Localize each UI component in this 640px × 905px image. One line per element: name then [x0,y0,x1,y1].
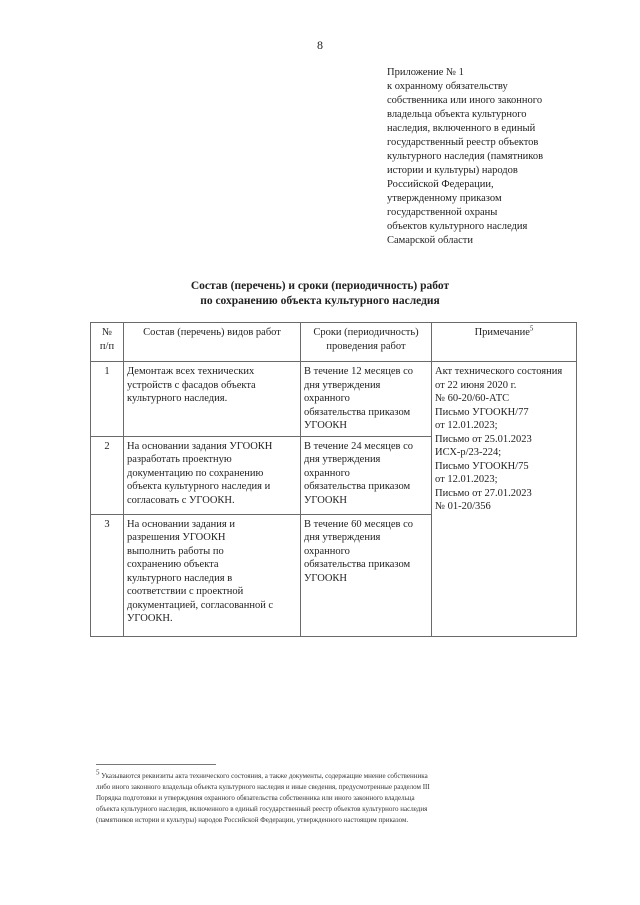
appendix-line: Самарской области [387,235,473,246]
header-note [432,323,577,362]
work-line: соответствии с проектной [127,586,244,597]
header-note-label: Примечание [474,327,530,338]
term-line: В течение 24 месяцев со [304,440,414,452]
footnote-mark: 5 [529,324,534,333]
term-line: охранного [304,467,350,479]
row-work [124,436,301,514]
footnote-line [96,768,576,782]
footnote-divider [96,764,216,765]
term-line: дня утверждения [304,532,381,543]
table-row [91,362,577,437]
work-line: Демонтаж всех технических [127,366,255,377]
work-line: разработать проектную [127,454,232,465]
footnote-text: Указываются реквизиты акта технического состояния, а также документы, содержащие мнение собственника [101,772,428,780]
work-line: культурного наследия в [127,572,233,584]
row-work [124,514,301,636]
appendix-line: утвержденному приказом [387,193,502,204]
row-term [301,514,432,636]
row-number: 2 [91,436,124,514]
appendix-line: наследия, включенного в единый [387,123,536,134]
appendix-header [387,66,607,248]
header-term-line: проведения работ [326,340,406,352]
work-line: сохранению объекта [127,559,219,570]
works-table [90,322,577,637]
appendix-line: истории и культуры) народов [387,165,518,176]
appendix-line: государственной охраны [387,207,498,218]
work-line: На основании задания УГООКН [127,440,273,452]
note-line: от 12.01.2023; [435,420,498,431]
header-number-line: п/п [99,340,115,352]
appendix-line: государственный реестр объектов [387,137,539,148]
note-line: Акт технического состояния [435,366,563,377]
appendix-line: объектов культурного наследия [387,221,528,232]
row-number: 1 [91,362,124,437]
term-line: обязательства приказом [304,406,411,418]
work-line: На основании задания и [127,518,235,530]
term-line: обязательства приказом [304,481,411,492]
note-line: Письмо УГООКН/75 [435,460,529,472]
note-line: № 60-20/60-АТС [435,393,510,404]
note-line: ИСХ-р/23-224; [435,447,502,458]
footnote-number: 5 [96,768,100,777]
header-term [301,323,432,362]
appendix-line: собственника или иного законного [387,95,543,106]
table-header-row [91,323,577,362]
term-line: В течение 12 месяцев со [304,366,414,377]
note-line: Письмо от 25.01.2023 [435,433,532,445]
appendix-line: Приложение № 1 [387,67,464,78]
work-line: документацией, согласованной с [127,599,274,611]
work-line: объекта культурного наследия и [127,481,271,492]
work-line: разрешения УГООКН [127,532,226,543]
term-line: УГООКН [304,494,347,506]
term-line: дня утверждения [304,379,381,391]
header-term-line: Сроки (периодичность) [313,327,419,338]
work-line: устройств с фасадов объекта [127,379,256,391]
footnote-line: Порядка подготовки и утверждения охранного обязательства собственника или иного законного владельца [96,794,415,802]
header-work [124,323,301,362]
row-term [301,362,432,437]
term-line: охранного [304,393,350,404]
document-title [0,279,640,309]
note-line: от 22 июня 2020 г. [435,379,517,391]
term-line: В течение 60 месяцев со [304,518,414,530]
footnote-line: объекта культурного наследия, включенного в единый государственный реестр объектов культурного наследия [96,805,428,813]
note-line: от 12.01.2023; [435,474,498,485]
title-line: по сохранению объекта культурного наследия [200,295,440,307]
work-line: выполнить работы по [127,545,224,557]
row-term [301,436,432,514]
work-line: УГООКН. [127,613,173,624]
row-number: 3 [91,514,124,636]
term-line: УГООКН [304,572,347,584]
header-number [91,323,124,362]
header-work-label: Состав (перечень) видов работ [143,327,281,338]
appendix-line: Российской Федерации, [387,179,494,190]
appendix-line: культурного наследия (памятников [387,151,544,162]
footnote-line: (памятников истории и культуры) народов Российской Федерации, утвержденного настоящим приказом. [96,816,409,824]
term-line: дня утверждения [304,454,381,465]
appendix-line: владельца объекта культурного [387,109,527,120]
row-work [124,362,301,437]
note-line: Письмо от 27.01.2023 [435,487,532,499]
term-line: УГООКН [304,420,347,431]
note-line: № 01-20/356 [435,501,491,512]
footnote [96,768,576,826]
term-line: охранного [304,545,350,557]
note-line: Письмо УГООКН/77 [435,406,529,418]
work-line: документацию по сохранению [127,467,264,479]
work-line: согласовать с УГООКН. [127,494,235,506]
page-number: 8 [317,38,323,52]
term-line: обязательства приказом [304,559,411,570]
header-number-line: № [101,327,113,338]
title-line: Состав (перечень) и сроки (периодичность) работ [190,280,450,292]
work-line: культурного наследия. [127,393,228,404]
row-note [432,362,577,637]
footnote-line: либо иного законного владельца объекта культурного наследия и иные сведения, предусмотренные разделом III [96,783,430,791]
appendix-line: к охранному обязательству [387,81,508,92]
